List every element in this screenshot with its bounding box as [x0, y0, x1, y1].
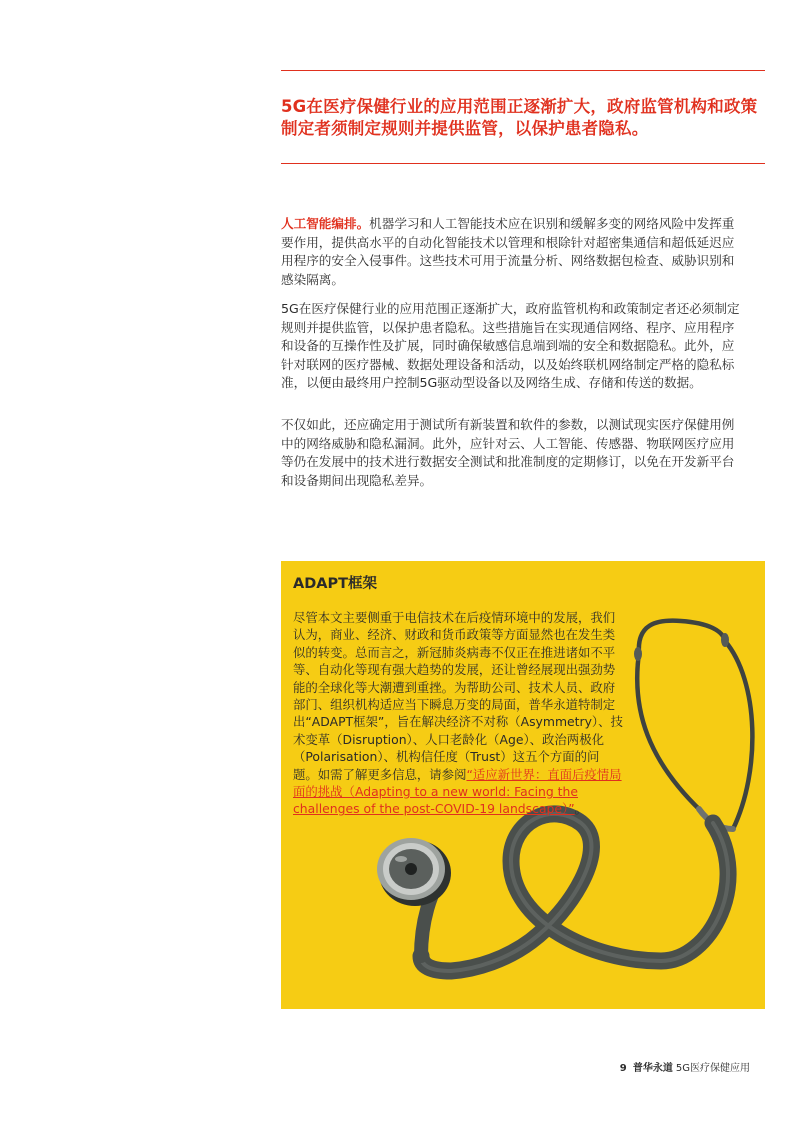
paragraph-ai-orchestration	[281, 215, 741, 289]
paragraph-text: 机器学习和人工智能技术应在识别和缓解多变的网络风险中发挥重要作用，提供高水平的自动化智能技术以管理和根除针对超密集通信和超低延迟应用程序的安全入侵事件。这些技术可用于流量分析、网络数据包检查、威胁识别和感染隔离。	[281, 216, 735, 287]
adapt-report-link[interactable]: “适应新世界：直面后疫情局面的挑战（Adapting to a new world: Facing the challenges of the post-COVID-19 landscape）”	[293, 766, 622, 817]
adapt-framework-text: 尽管本文主要侧重于电信技术在后疫情环境中的发展，我们认为，商业、经济、财政和货币政策等方面显然也在发生类似的转变。总而言之，新冠肺炎病毒不仅正在推进诸如不平等、自动化等现有强大趋势的发展，还让曾经展现出强劲势能的全球化等大潮遭到重挫。为帮助公司、技术人员、政府部门、组织机构适应当下瞬息万变的局面，普华永道特制定出“ADAPT框架”，旨在解决经济不对称（Asymmetry）、技术变革（Disruption）、人口老龄化（Age）、政治两极化（Polarisation）、机构信任度（Trust）这五个方面的问题。如需了解更多信息，请参阅	[293, 610, 623, 782]
adapt-framework-end: 。	[574, 801, 588, 817]
page-footer	[620, 1059, 750, 1074]
adapt-framework-body	[293, 609, 623, 818]
adapt-framework-box	[281, 561, 765, 1009]
paragraph-privacy-regulation: 5G在医疗保健行业的应用范围正逐渐扩大，政府监管机构和政策制定者还必须制定规则并提供监管，以保护患者隐私。这些措施旨在实现通信网络、程序、应用程序和设备的互操作性及扩展，同时确保敏感信息端到端的安全和数据隐私。此外，应针对联网的医疗器械、数据处理设备和活动，以及始终联机网络制定严格的隐私标准，以便由最终用户控制5G驱动型设备以及网络生成、存储和传送的数据。	[281, 301, 740, 390]
document-title: 5G医疗保健应用	[675, 1063, 750, 1074]
brand-name: 普华永道	[632, 1063, 673, 1074]
paragraph-lead: 人工智能编排。	[281, 216, 370, 231]
page-number: 9	[619, 1063, 627, 1074]
top-rule	[281, 70, 765, 71]
paragraph-testing-parameters: 不仅如此，还应确定用于测试所有新装置和软件的参数，以测试现实医疗保健用例中的网络威胁和隐私漏洞。此外，应针对云、人工智能、传感器、物联网医疗应用等仍在发展中的技术进行数据安全测试和批准制度的定期修订，以免在开发新平台和设备期间出现隐私差异。	[281, 417, 735, 488]
pull-quote: 5G在医疗保健行业的应用范围正逐渐扩大，政府监管机构和政策制定者须制定规则并提供监管，以保护患者隐私。	[281, 97, 758, 138]
adapt-framework-title: ADAPT框架	[293, 576, 377, 592]
bottom-rule	[281, 163, 765, 164]
